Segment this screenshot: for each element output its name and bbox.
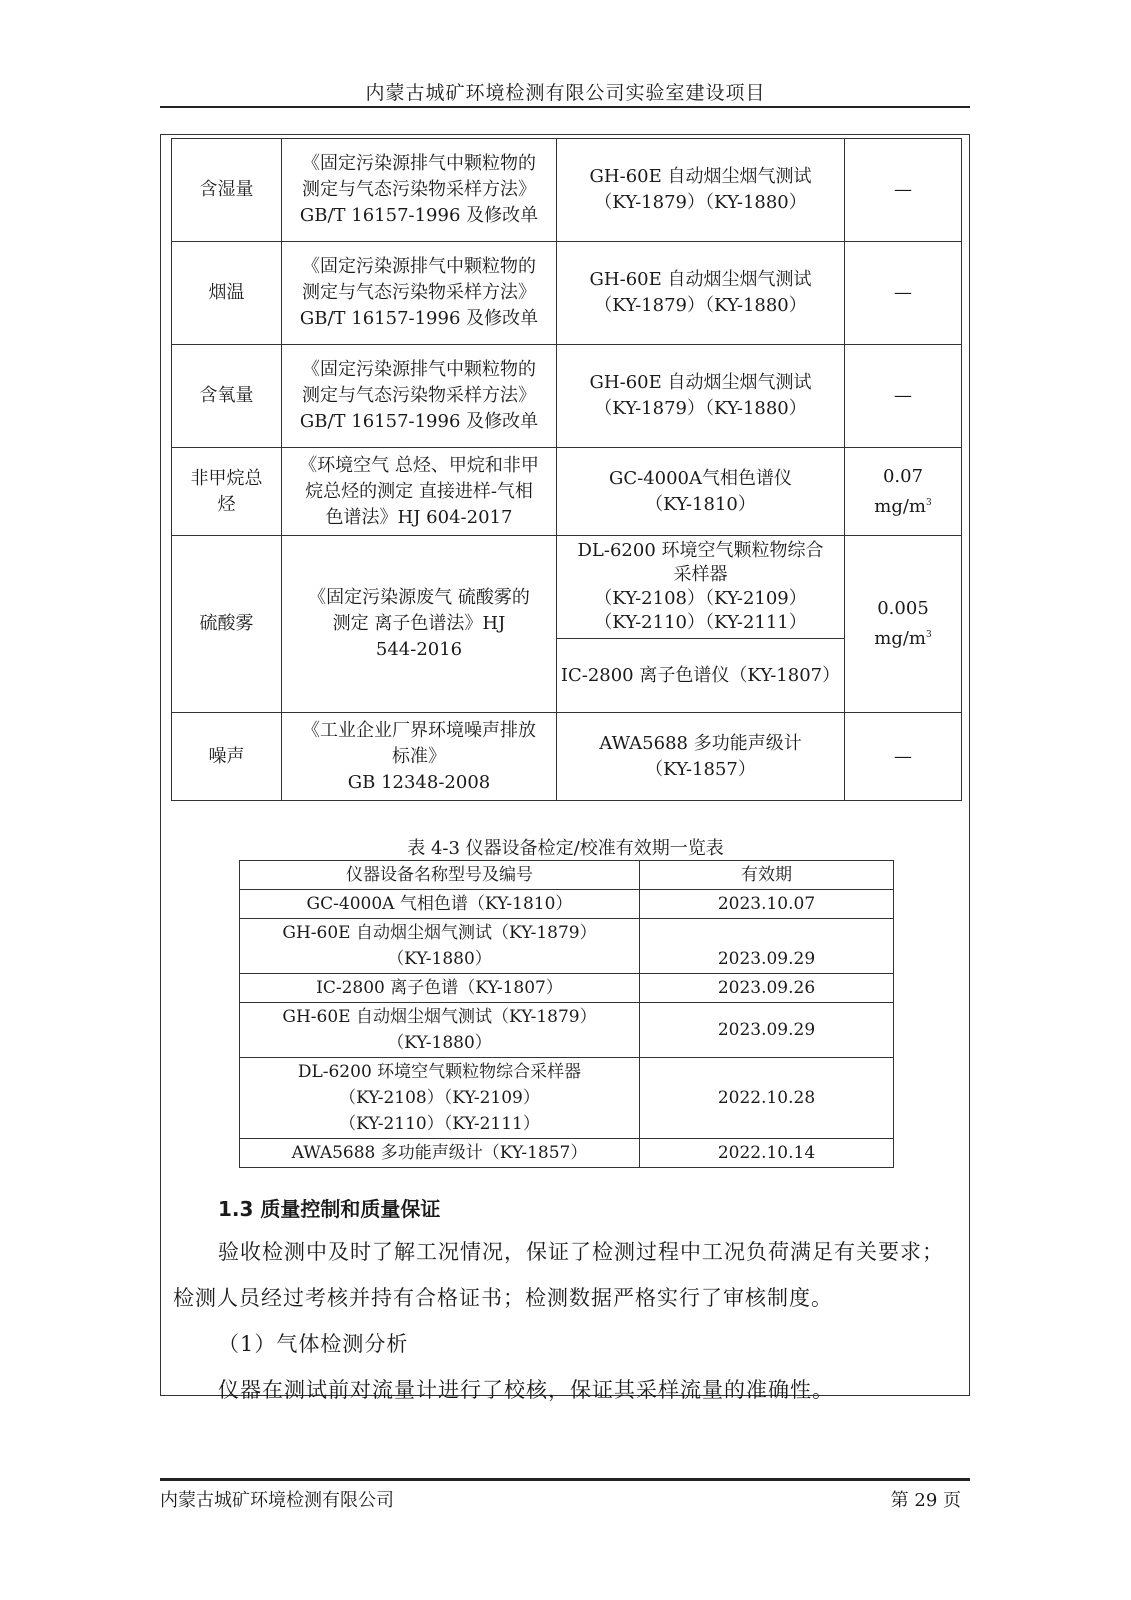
footer-company: 内蒙古城矿环境检测有限公司 bbox=[160, 1490, 394, 1511]
limit-cell: — bbox=[845, 345, 962, 448]
instrument-cell: AWA5688 多功能声级计 （KY-1857） bbox=[557, 713, 845, 801]
standard-cell: 《固定污染源排气中颗粒物的 测定与气态污染物采样方法》 GB/T 16157-1996 及修改单 bbox=[282, 345, 557, 448]
instrument-cell: GH-60E 自动烟尘烟气测试 （KY-1879）（KY-1880） bbox=[557, 139, 845, 242]
device-cell: GH-60E 自动烟尘烟气测试（KY-1879） （KY-1880） bbox=[240, 1003, 640, 1058]
page-number: 第 29 页 bbox=[890, 1490, 961, 1511]
item-cell: 噪声 bbox=[172, 713, 282, 801]
instrument-cell: DL-6200 环境空气颗粒物综合 采样器 （KY-2108）（KY-2109） （KY-2110）（KY-2111） bbox=[557, 536, 845, 639]
header-rule bbox=[160, 106, 970, 108]
column-header: 仪器设备名称型号及编号 bbox=[240, 861, 640, 890]
paragraph-line: 仪器在测试前对流量计进行了校核，保证其采样流量的准确性。 bbox=[218, 1378, 834, 1402]
standard-cell: 《固定污染源废气 硫酸雾的 测定 离子色谱法》HJ 544-2016 bbox=[282, 536, 557, 713]
limit-cell: — bbox=[845, 139, 962, 242]
device-cell: DL-6200 环境空气颗粒物综合采样器 （KY-2108）（KY-2109） （KY-2110）（KY-2111） bbox=[240, 1058, 640, 1139]
table-row bbox=[240, 919, 894, 974]
table-row bbox=[172, 345, 962, 448]
limit-cell: 0.005 $mg/m^3$ bbox=[845, 536, 962, 713]
table-row bbox=[172, 713, 962, 801]
subheading: （1）气体检测分析 bbox=[218, 1332, 409, 1356]
table-row bbox=[240, 974, 894, 1003]
item-cell: 含氧量 bbox=[172, 345, 282, 448]
methods-table bbox=[171, 138, 962, 801]
paragraph-line: 检测人员经过考核并持有合格证书；检测数据严格实行了审核制度。 bbox=[173, 1286, 833, 1310]
date-cell: 2023.09.29 bbox=[640, 1003, 894, 1058]
table-caption: 表 4-3 仪器设备检定/校准有效期一览表 bbox=[407, 838, 724, 859]
date-cell: 2022.10.28 bbox=[640, 1058, 894, 1139]
table-row bbox=[172, 242, 962, 345]
limit-cell: 0.07 $mg/m^3$ bbox=[845, 448, 962, 536]
table-row bbox=[172, 139, 962, 242]
instrument-cell: GC-4000A气相色谱仪 （KY-1810） bbox=[557, 448, 845, 536]
instrument-cell: GH-60E 自动烟尘烟气测试 （KY-1879）（KY-1880） bbox=[557, 345, 845, 448]
instrument-cell: IC-2800 离子色谱仪（KY-1807） bbox=[557, 639, 845, 713]
device-cell: IC-2800 离子色谱（KY-1807） bbox=[240, 974, 640, 1003]
table-row bbox=[240, 1058, 894, 1139]
date-cell: 2023.09.29 bbox=[640, 919, 894, 974]
standard-cell: 《固定污染源排气中颗粒物的 测定与气态污染物采样方法》 GB/T 16157-1996 及修改单 bbox=[282, 242, 557, 345]
column-header: 有效期 bbox=[640, 861, 894, 890]
calibration-table bbox=[239, 860, 894, 1168]
table-row bbox=[240, 1003, 894, 1058]
standard-cell: 《环境空气 总烃、甲烷和非甲 烷总烃的测定 直接进样-气相 色谱法》HJ 604-2017 bbox=[282, 448, 557, 536]
table-row bbox=[240, 1139, 894, 1168]
date-cell: 2022.10.14 bbox=[640, 1139, 894, 1168]
section-heading: 1.3 质量控制和质量保证 bbox=[218, 1197, 441, 1221]
device-cell: GC-4000A 气相色谱（KY-1810） bbox=[240, 890, 640, 919]
item-cell: 硫酸雾 bbox=[172, 536, 282, 713]
date-cell: 2023.09.26 bbox=[640, 974, 894, 1003]
footer-rule bbox=[160, 1478, 970, 1481]
item-cell: 非甲烷总 烃 bbox=[172, 448, 282, 536]
device-cell: GH-60E 自动烟尘烟气测试（KY-1879） （KY-1880） bbox=[240, 919, 640, 974]
device-cell: AWA5688 多功能声级计（KY-1857） bbox=[240, 1139, 640, 1168]
item-cell: 含湿量 bbox=[172, 139, 282, 242]
date-cell: 2023.10.07 bbox=[640, 890, 894, 919]
limit-cell: — bbox=[845, 713, 962, 801]
table-header-row bbox=[240, 861, 894, 890]
item-cell: 烟温 bbox=[172, 242, 282, 345]
instrument-cell: GH-60E 自动烟尘烟气测试 （KY-1879）（KY-1880） bbox=[557, 242, 845, 345]
table-row bbox=[240, 890, 894, 919]
limit-cell: — bbox=[845, 242, 962, 345]
table-row bbox=[172, 448, 962, 536]
paragraph-line: 验收检测中及时了解工况情况，保证了检测过程中工况负荷满足有关要求； bbox=[218, 1240, 944, 1264]
table-row bbox=[172, 536, 962, 639]
page-header-title: 内蒙古城矿环境检测有限公司实验室建设项目 bbox=[365, 82, 766, 104]
standard-cell: 《固定污染源排气中颗粒物的 测定与气态污染物采样方法》 GB/T 16157-1996 及修改单 bbox=[282, 139, 557, 242]
standard-cell: 《工业企业厂界环境噪声排放 标准》 GB 12348-2008 bbox=[282, 713, 557, 801]
